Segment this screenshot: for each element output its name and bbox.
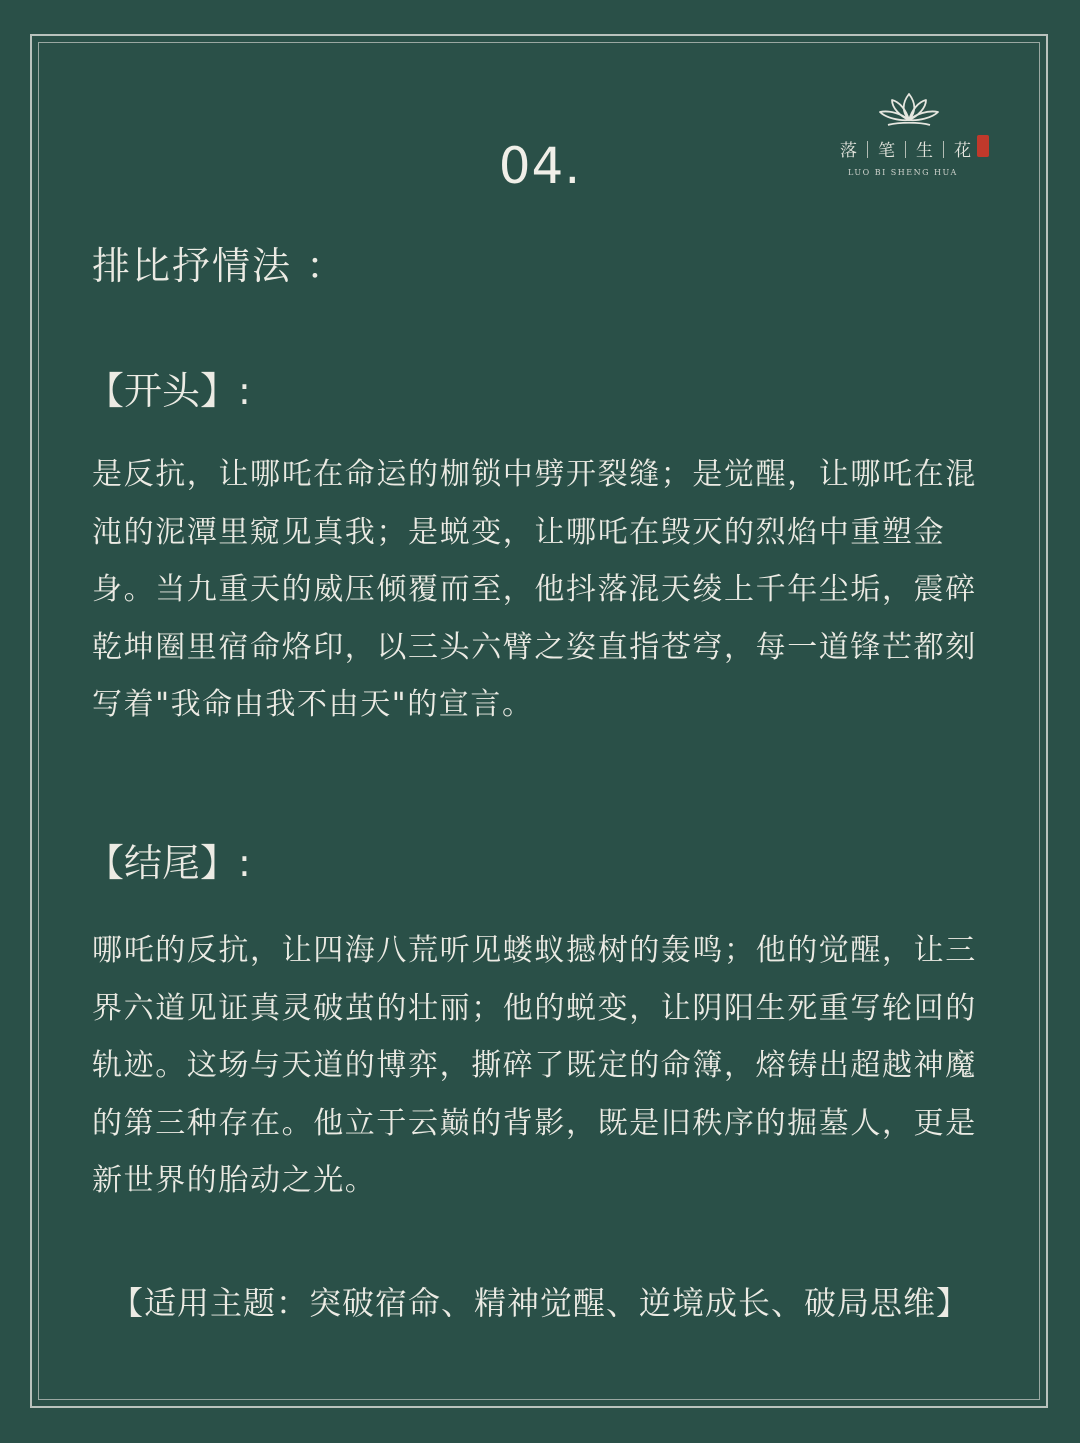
ending-paragraph: 哪吒的反抗，让四海八荒听见蝼蚁撼树的轰鸣；他的觉醒，让三界六道见证真灵破茧的壮丽；他的蜕变，让阴阳生死重写轮回的轨迹。这场与天道的博弈，撕碎了既定的命簿，熔铸出超越神魔的第三种存在。他立于云巅的背影，既是旧秩序的掘墓人，更是新世界的胎动之光。 <box>92 933 977 1198</box>
lotus-icon <box>876 90 942 130</box>
opening-label: 【开头】: <box>86 369 251 413</box>
ending-label: 【结尾】: <box>86 841 251 885</box>
brand-romanization: LUO BI SHENG HUA <box>848 168 958 177</box>
applicable-themes: 【适用主题：突破宿命、精神觉醒、逆境成长、破局思维】 <box>110 1284 969 1322</box>
section-number: 04. <box>498 137 582 195</box>
brand-name: 落｜笔｜生｜花 <box>840 141 973 161</box>
method-title: 排比抒情法 ： <box>92 244 347 288</box>
opening-paragraph: 是反抗，让哪吒在命运的枷锁中劈开裂缝；是觉醒，让哪吒在混沌的泥潭里窥见真我；是蜕变，让哪吒在毁灭的烈焰中重塑金身。当九重天的威压倾覆而至，他抖落混天绫上千年尘垢，震碎乾坤圈里宿命烙印，以三头六臂之姿直指苍穹，每一道锋芒都刻写着"我命由我不由天"的宣言。 <box>92 457 977 722</box>
